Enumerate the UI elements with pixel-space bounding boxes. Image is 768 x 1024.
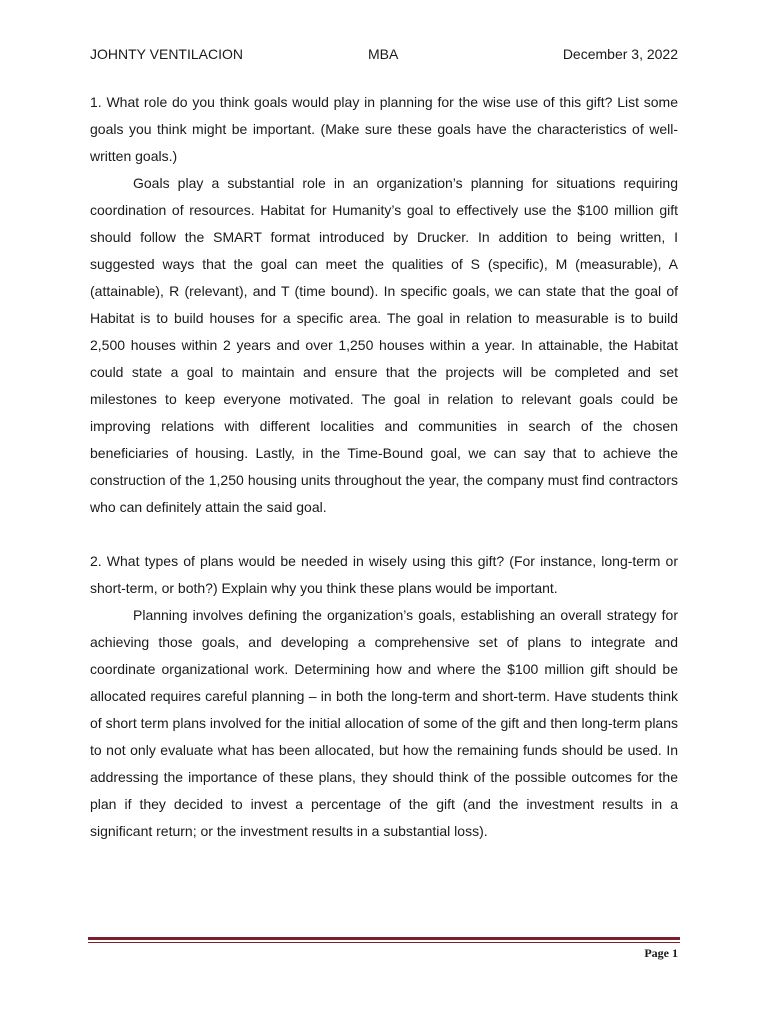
question-1: 1. What role do you think goals would play in planning for the wise use of this gift? List some goals you think might be important. (Make sure these goals have the characteristics of well-written goals.) bbox=[90, 94, 678, 164]
page-number: Page 1 bbox=[644, 946, 678, 960]
question-2: 2. What types of plans would be needed in wisely using this gift? (For instance, long-term or short-term, or both?) Explain why you think these plans would be important. bbox=[90, 553, 678, 596]
author-name: JOHNTY VENTILACION bbox=[90, 46, 243, 62]
footer-rule-thick bbox=[88, 937, 680, 940]
document-body bbox=[90, 89, 678, 845]
footer-rule-thin bbox=[88, 942, 680, 943]
answer-1: Goals play a substantial role in an organization’s planning for situations requiring coordination of resources. Habitat for Humanity’s goal to effectively use the $100 million gift should follow the SMART format introduced by Drucker. In addition to being written, I suggested ways that the goal can meet the qualities of S (specific), M (measurable), A (attainable), R (relevant), and T (time bound). In specific goals, we can state that the goal of Habitat is to build houses for a specific area. The goal in relation to measurable is to build 2,500 houses within 2 years and over 1,250 houses within a year. In attainable, the Habitat could state a goal to maintain and ensure that the projects will be completed and set milestones to keep everyone motivated. The goal in relation to relevant goals could be improving relations with different localities and communities in search of the chosen beneficiaries of housing. Lastly, in the Time-Bound goal, we can say that to achieve the construction of the 1,250 housing units throughout the year, the company must find contractors who can definitely attain the said goal. bbox=[90, 175, 678, 515]
document-date: December 3, 2022 bbox=[562, 46, 678, 62]
section-spacer bbox=[90, 521, 678, 548]
answer-2: Planning involves defining the organization’s goals, establishing an overall strategy for achieving those goals, and developing a comprehensive set of plans to integrate and coordinate organizational work. Determining how and where the $100 million gift should be allocated requires careful planning – in both the long-term and short-term. Have students think of short term plans involved for the initial allocation of some of the gift and then long-term plans to not only evaluate what has been allocated, but how the remaining funds should be used. In addressing the importance of these plans, they should think of the possible outcomes for the plan if they decided to invest a percentage of the gift (and the investment results in a significant return; or the investment results in a substantial loss). bbox=[90, 607, 678, 839]
program-label: MBA bbox=[368, 46, 399, 62]
page-header bbox=[90, 44, 678, 64]
